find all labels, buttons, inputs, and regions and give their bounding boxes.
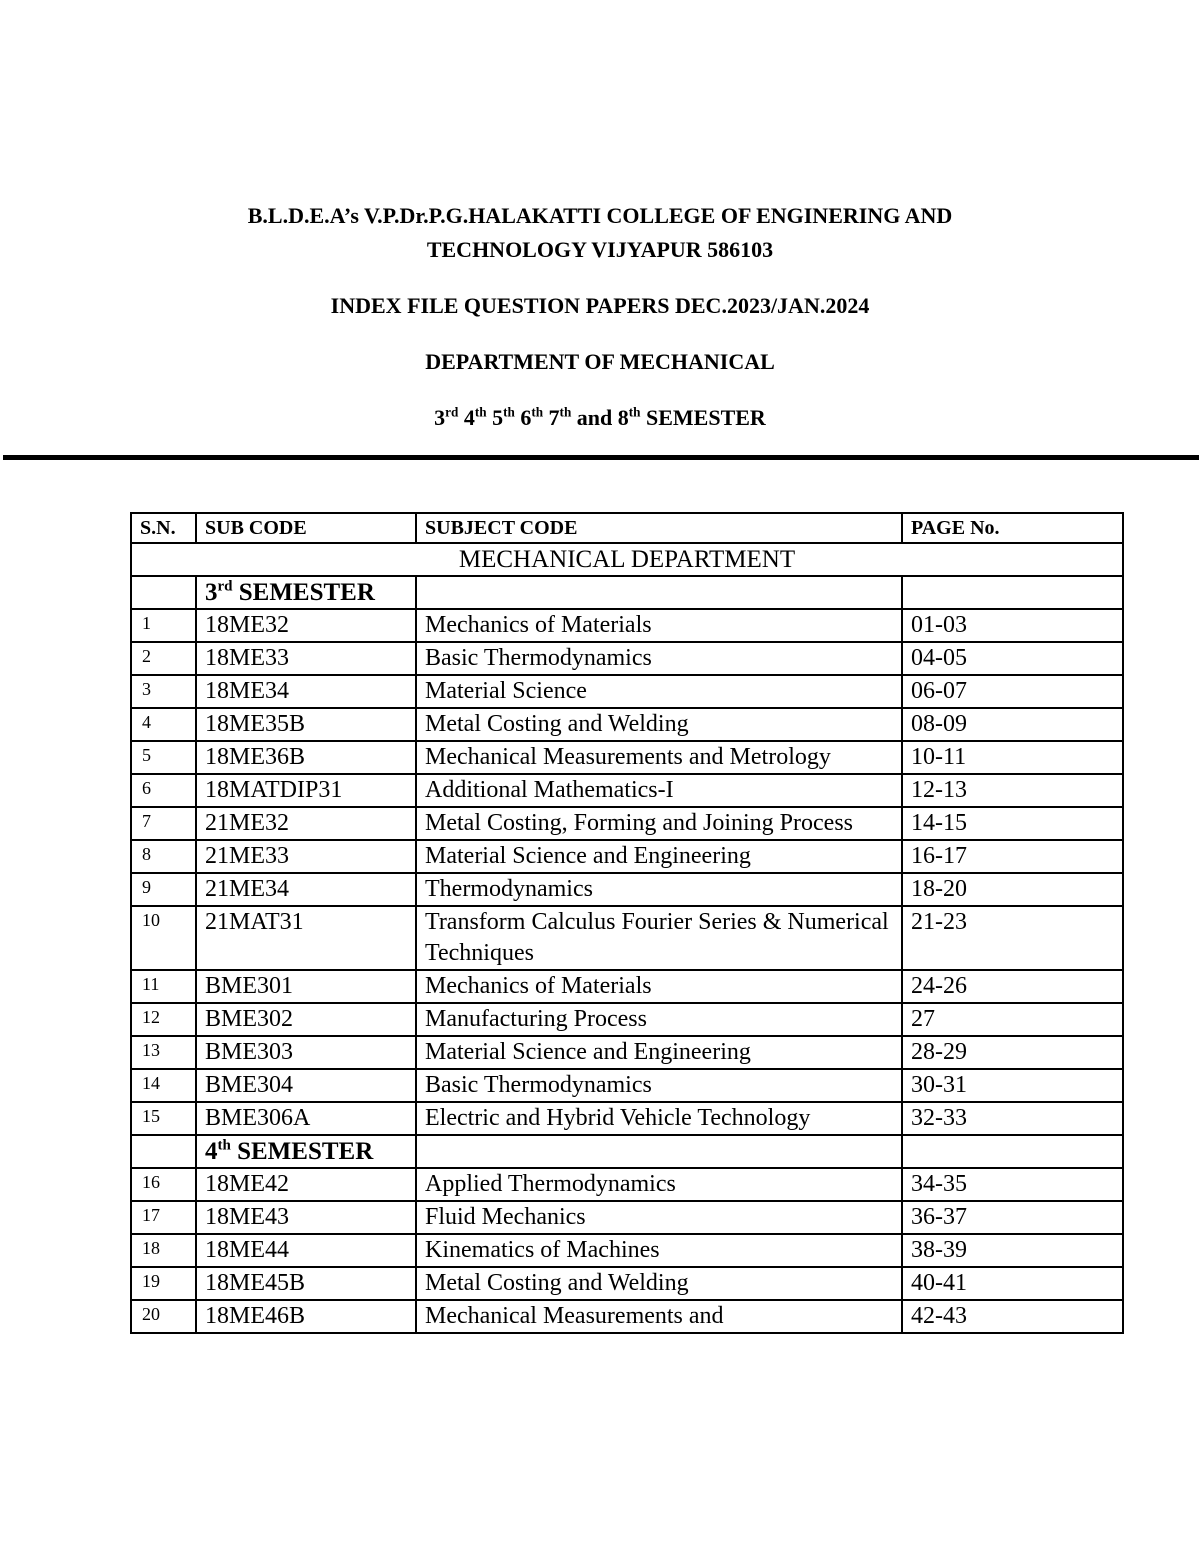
page-no-cell: 01-03 [902, 609, 1123, 642]
table-row [131, 1267, 1123, 1300]
college-name-line-1: B.L.D.E.A’s V.P.Dr.P.G.HALAKATTI COLLEGE OF ENGINERING AND [247, 203, 953, 228]
page-no-cell: 28-29 [902, 1036, 1123, 1069]
sub-code-cell: 18ME34 [196, 675, 416, 708]
sn-cell: 8 [131, 840, 196, 873]
subject-cell: Basic Thermodynamics [416, 642, 902, 675]
header-sub-code: SUB CODE [196, 513, 416, 543]
table-row [131, 840, 1123, 873]
table-row [131, 1300, 1123, 1333]
sn-cell: 5 [131, 741, 196, 774]
sub-code-cell: BME304 [196, 1069, 416, 1102]
subject-cell: Mechanics of Materials [416, 609, 902, 642]
subject-cell: Mechanical Measurements and Metrology [416, 741, 902, 774]
subject-cell: Mechanics of Materials [416, 970, 902, 1003]
page-no-cell: 08-09 [902, 708, 1123, 741]
subject-cell: Thermodynamics [416, 873, 902, 906]
table-row [131, 609, 1123, 642]
subject-cell: Applied Thermodynamics [416, 1168, 902, 1201]
table-row [131, 970, 1123, 1003]
sub-code-cell: 18ME32 [196, 609, 416, 642]
sub-code-cell: 18ME35B [196, 708, 416, 741]
sub-code-cell: BME301 [196, 970, 416, 1003]
table-row [131, 675, 1123, 708]
sub-code-cell: 18ME33 [196, 642, 416, 675]
page-no-cell: 24-26 [902, 970, 1123, 1003]
table-row [131, 1201, 1123, 1234]
sub-code-cell: 18ME42 [196, 1168, 416, 1201]
table-header-row [131, 513, 1123, 543]
page-no-cell: 30-31 [902, 1069, 1123, 1102]
header-sn: S.N. [131, 513, 196, 543]
sn-cell: 2 [131, 642, 196, 675]
page-no-cell: 38-39 [902, 1234, 1123, 1267]
sub-code-cell: BME302 [196, 1003, 416, 1036]
department-title: DEPARTMENT OF MECHANICAL [425, 349, 775, 374]
page-no-cell: 18-20 [902, 873, 1123, 906]
sn-cell: 11 [131, 970, 196, 1003]
subject-cell: Additional Mathematics-I [416, 774, 902, 807]
page-no-cell: 40-41 [902, 1267, 1123, 1300]
sub-code-cell: 18ME43 [196, 1201, 416, 1234]
table-row [131, 1168, 1123, 1201]
subject-cell: Metal Costing, Forming and Joining Process [416, 807, 902, 840]
sn-cell: 9 [131, 873, 196, 906]
semester-row-4 [131, 1135, 1123, 1168]
page-no-cell: 16-17 [902, 840, 1123, 873]
index-title: INDEX FILE QUESTION PAPERS DEC.2023/JAN.2024 [330, 293, 870, 318]
sn-cell: 1 [131, 609, 196, 642]
subject-cell: Mechanical Measurements and [416, 1300, 902, 1333]
subject-cell: Basic Thermodynamics [416, 1069, 902, 1102]
table-row [131, 1003, 1123, 1036]
document-header [0, 199, 1200, 435]
sub-code-cell: 18ME44 [196, 1234, 416, 1267]
department-label: MECHANICAL DEPARTMENT [131, 543, 1123, 576]
header-divider [3, 455, 1199, 460]
subject-cell: Transform Calculus Fourier Series & Numerical Techniques [416, 906, 902, 970]
semester-label-3: 3rd SEMESTER [196, 576, 416, 609]
page-no-cell: 36-37 [902, 1201, 1123, 1234]
sn-cell: 7 [131, 807, 196, 840]
subject-cell: Manufacturing Process [416, 1003, 902, 1036]
sn-cell: 14 [131, 1069, 196, 1102]
page-no-cell: 12-13 [902, 774, 1123, 807]
index-table [130, 512, 1124, 1334]
subject-cell: Material Science and Engineering [416, 1036, 902, 1069]
table-row [131, 741, 1123, 774]
table-row [131, 1234, 1123, 1267]
subject-cell: Metal Costing and Welding [416, 1267, 902, 1300]
page-no-cell: 14-15 [902, 807, 1123, 840]
sn-cell: 10 [131, 906, 196, 970]
header-subject-code: SUBJECT CODE [416, 513, 902, 543]
sn-cell: 3 [131, 675, 196, 708]
page-no-cell: 32-33 [902, 1102, 1123, 1135]
sub-code-cell: 18ME46B [196, 1300, 416, 1333]
sn-cell: 12 [131, 1003, 196, 1036]
table-row [131, 774, 1123, 807]
sn-cell: 18 [131, 1234, 196, 1267]
sub-code-cell: 18ME45B [196, 1267, 416, 1300]
table-row [131, 1036, 1123, 1069]
sub-code-cell: 18MATDIP31 [196, 774, 416, 807]
sn-cell: 16 [131, 1168, 196, 1201]
sn-cell: 20 [131, 1300, 196, 1333]
sn-cell: 19 [131, 1267, 196, 1300]
semester-label-4: 4th SEMESTER [196, 1135, 416, 1168]
table-row [131, 642, 1123, 675]
page-no-cell: 42-43 [902, 1300, 1123, 1333]
sub-code-cell: 21ME34 [196, 873, 416, 906]
page-no-cell: 27 [902, 1003, 1123, 1036]
page-no-cell: 10-11 [902, 741, 1123, 774]
page-no-cell: 06-07 [902, 675, 1123, 708]
sn-cell: 13 [131, 1036, 196, 1069]
table-row [131, 906, 1123, 970]
subject-cell: Kinematics of Machines [416, 1234, 902, 1267]
sub-code-cell: 21ME33 [196, 840, 416, 873]
department-row [131, 543, 1123, 576]
table-row [131, 807, 1123, 840]
table-row [131, 1102, 1123, 1135]
semester-row-3 [131, 576, 1123, 609]
sn-cell: 4 [131, 708, 196, 741]
subject-cell: Electric and Hybrid Vehicle Technology [416, 1102, 902, 1135]
table-row [131, 708, 1123, 741]
sn-cell: 6 [131, 774, 196, 807]
page-no-cell: 34-35 [902, 1168, 1123, 1201]
subject-cell: Metal Costing and Welding [416, 708, 902, 741]
sn-cell: 17 [131, 1201, 196, 1234]
college-name-line-2: TECHNOLOGY VIJYAPUR 586103 [426, 237, 774, 262]
table-row [131, 1069, 1123, 1102]
sub-code-cell: 21ME32 [196, 807, 416, 840]
semester-title: 3rd 4th 5th 6th 7th and 8th SEMESTER [434, 404, 766, 430]
header-page-no: PAGE No. [902, 513, 1123, 543]
sn-cell: 15 [131, 1102, 196, 1135]
sub-code-cell: BME306A [196, 1102, 416, 1135]
sub-code-cell: 18ME36B [196, 741, 416, 774]
sub-code-cell: 21MAT31 [196, 906, 416, 970]
subject-cell: Fluid Mechanics [416, 1201, 902, 1234]
table-row [131, 873, 1123, 906]
subject-cell: Material Science [416, 675, 902, 708]
page-no-cell: 04-05 [902, 642, 1123, 675]
page-no-cell: 21-23 [902, 906, 1123, 970]
sub-code-cell: BME303 [196, 1036, 416, 1069]
subject-cell: Material Science and Engineering [416, 840, 902, 873]
